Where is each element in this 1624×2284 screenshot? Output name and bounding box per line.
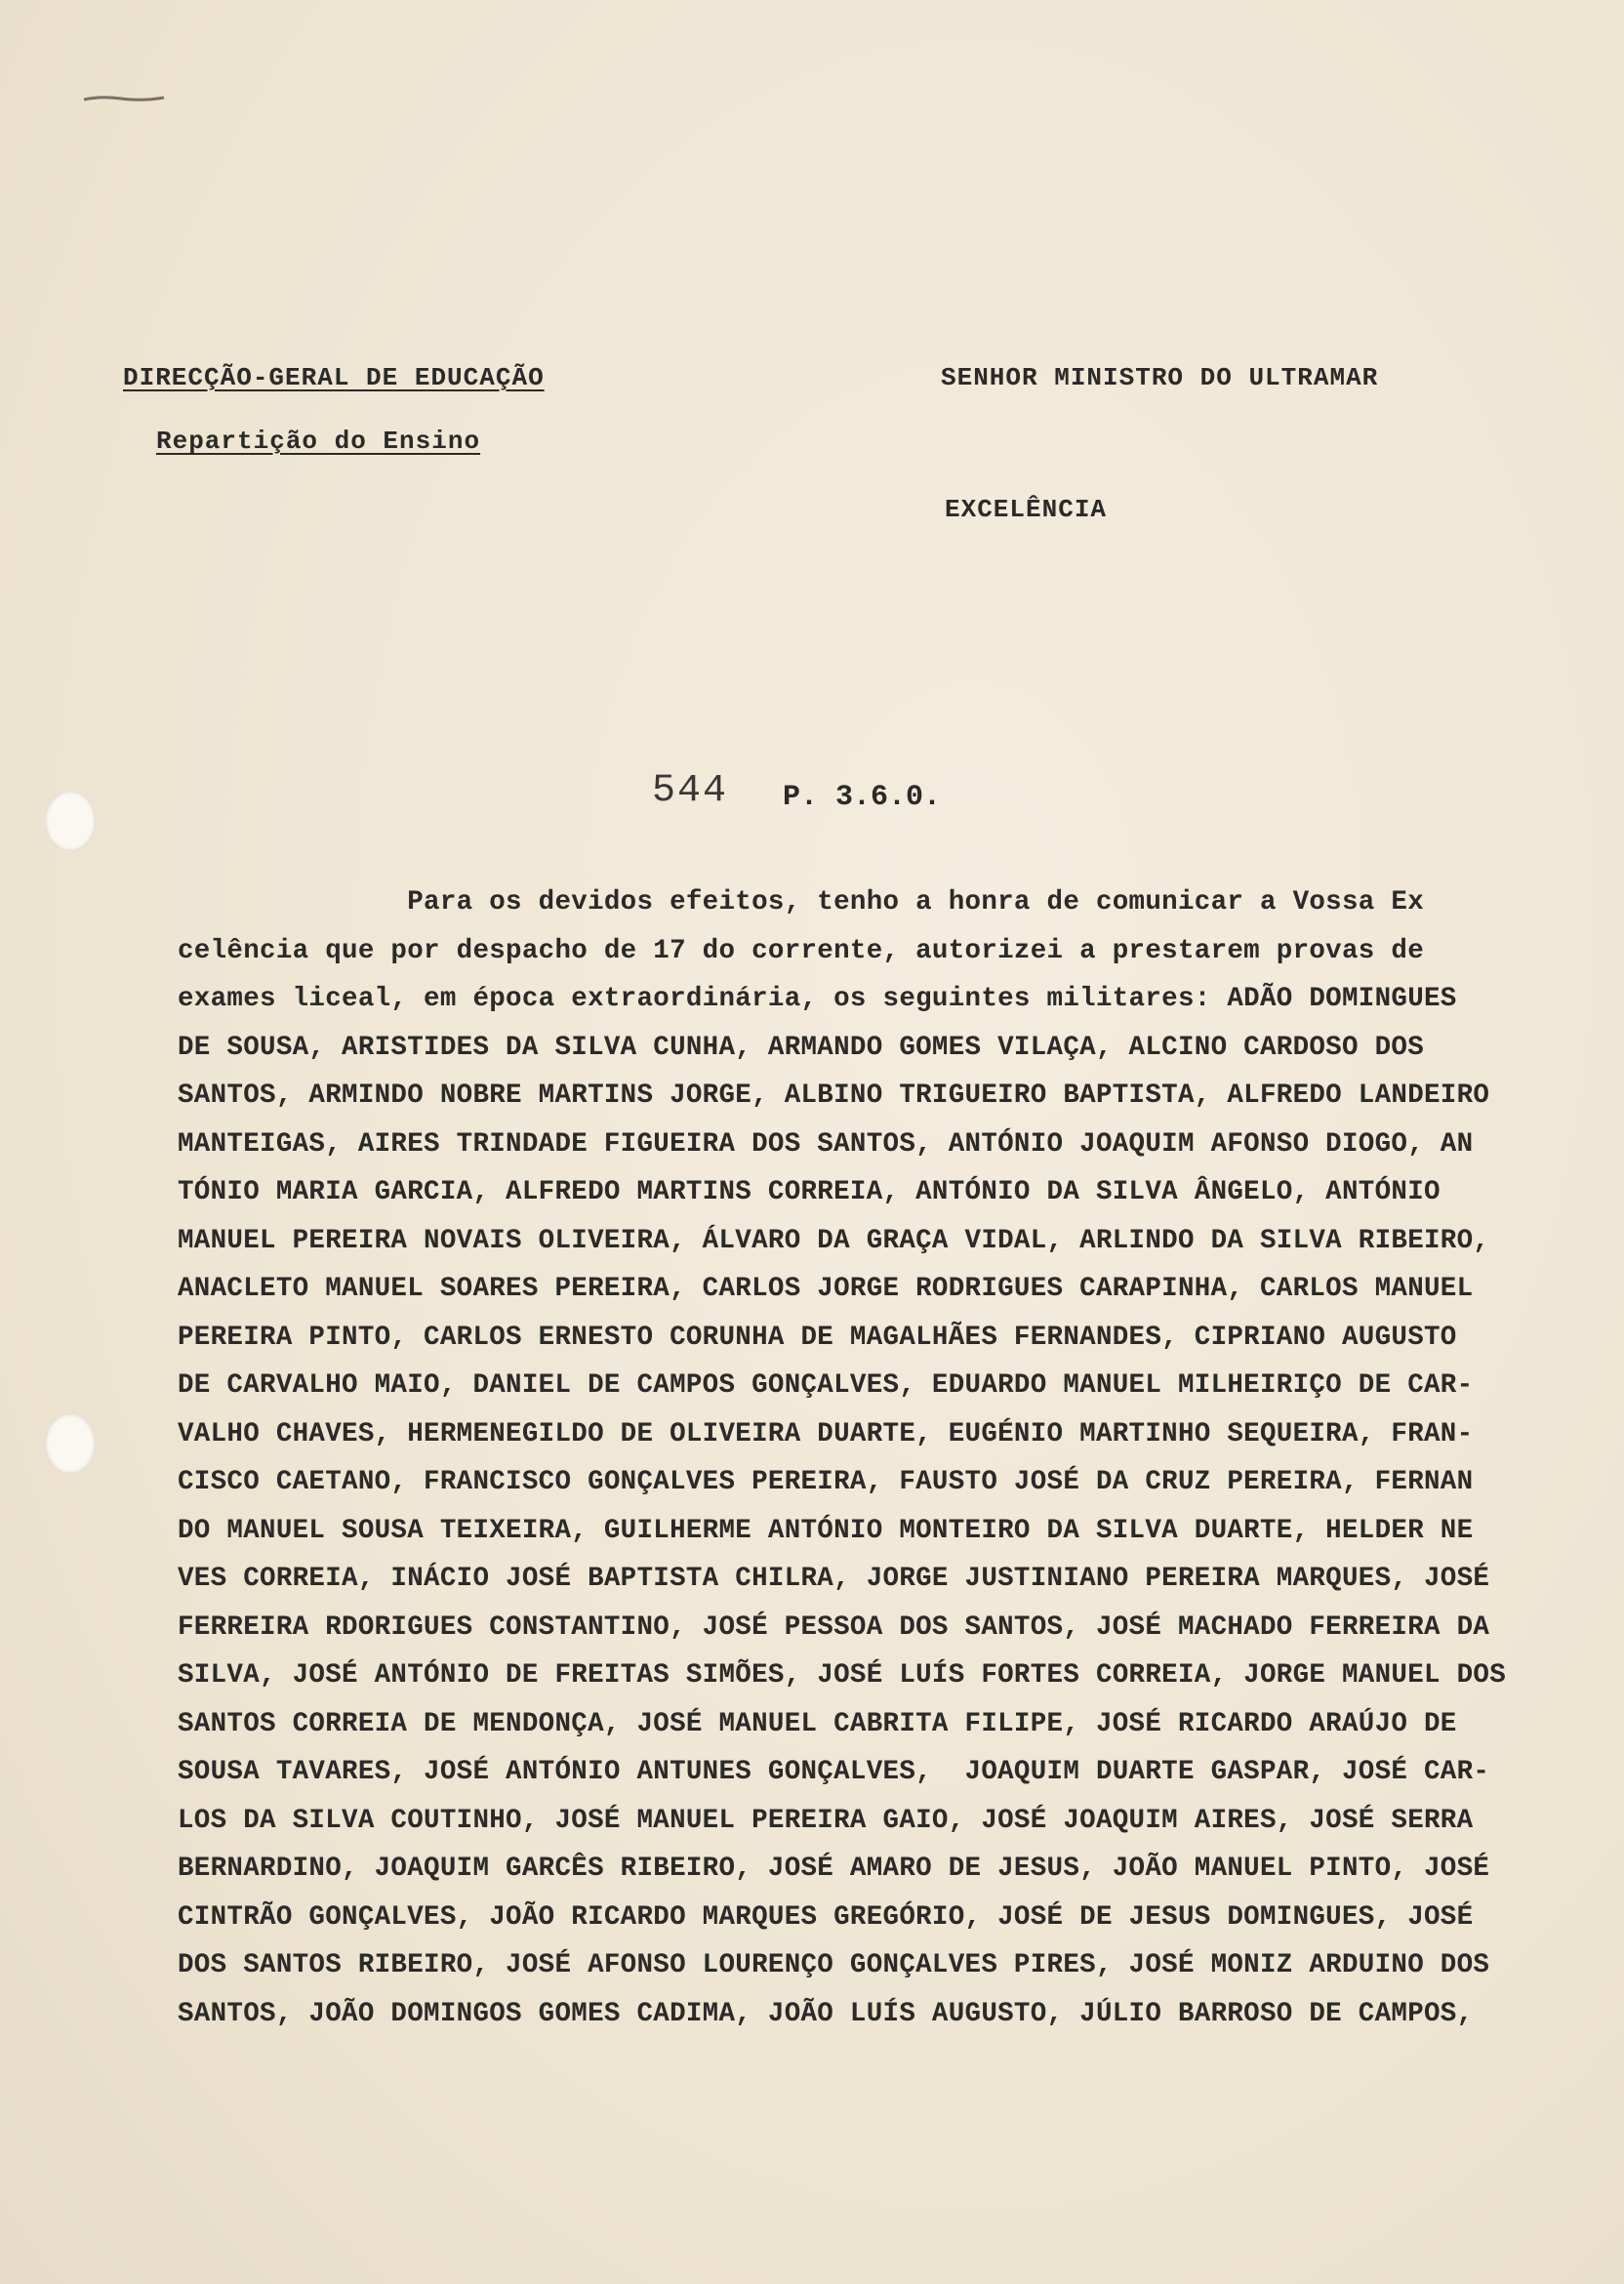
body-line: TÓNIO MARIA GARCIA, ALFREDO MARTINS CORREIA, ANTÓNIO DA SILVA ÂNGELO, ANTÓNIO	[178, 1177, 1441, 1207]
body-line: MANTEIGAS, AIRES TRINDADE FIGUEIRA DOS SANTOS, ANTÓNIO JOAQUIM AFONSO DIOGO, AN	[178, 1128, 1474, 1160]
body-line: VALHO CHAVES, HERMENEGILDO DE OLIVEIRA DUARTE, EUGÉNIO MARTINHO SEQUEIRA, FRAN-	[178, 1418, 1474, 1449]
body-line: DE SOUSA, ARISTIDES DA SILVA CUNHA, ARMANDO GOMES VILAÇA, ALCINO CARDOSO DOS	[178, 1032, 1425, 1063]
body-line: ANACLETO MANUEL SOARES PEREIRA, CARLOS JORGE RODRIGUES CARAPINHA, CARLOS MANUEL	[178, 1274, 1474, 1304]
reference-code: P. 3.6.0.	[783, 781, 942, 814]
body-line: VES CORREIA, INÁCIO JOSÉ BAPTISTA CHILRA, JORGE JUSTINIANO PEREIRA MARQUES, JOSÉ	[178, 1564, 1490, 1594]
body-line: LOS DA SILVA COUTINHO, JOSÉ MANUEL PEREIRA GAIO, JOSÉ JOAQUIM AIRES, JOSÉ SERRA	[178, 1805, 1474, 1836]
department-heading: DIRECÇÃO-GERAL DE EDUCAÇÃO	[123, 363, 545, 392]
body-line: DE CARVALHO MAIO, DANIEL DE CAMPOS GONÇALVES, EDUARDO MANUEL MILHEIRIÇO DE CAR-	[178, 1370, 1474, 1401]
body-line: MANUEL PEREIRA NOVAIS OLIVEIRA, ÁLVARO DA GRAÇA VIDAL, ARLINDO DA SILVA RIBEIRO,	[178, 1225, 1490, 1256]
salutation: EXCELÊNCIA	[945, 495, 1108, 524]
body-line: FERREIRA RDORIGUES CONSTANTINO, JOSÉ PESSOA DOS SANTOS, JOSÉ MACHADO FERREIRA DA	[178, 1611, 1490, 1643]
addressee: SENHOR MINISTRO DO ULTRAMAR	[941, 363, 1379, 392]
body-line: BERNARDINO, JOAQUIM GARCÊS RIBEIRO, JOSÉ AMARO DE JESUS, JOÃO MANUEL PINTO, JOSÉ	[178, 1854, 1490, 1884]
punch-hole	[45, 791, 96, 851]
body-line: DO MANUEL SOUSA TEIXEIRA, GUILHERME ANTÓNIO MONTEIRO DA SILVA DUARTE, HELDER NE	[178, 1515, 1474, 1546]
body-line: SANTOS, JOÃO DOMINGOS GOMES CADIMA, JOÃO LUÍS AUGUSTO, JÚLIO BARROSO DE CAMPOS,	[178, 1998, 1474, 2029]
reference-number: 544	[652, 769, 729, 813]
punch-hole	[45, 1413, 96, 1474]
body-line: SOUSA TAVARES, JOSÉ ANTÓNIO ANTUNES GONÇALVES, JOAQUIM DUARTE GASPAR, JOSÉ CAR-	[178, 1757, 1490, 1787]
body-line: SANTOS, ARMINDO NOBRE MARTINS JORGE, ALBINO TRIGUEIRO BAPTISTA, ALFREDO LANDEIRO	[178, 1081, 1490, 1111]
body-line: SANTOS CORREIA DE MENDONÇA, JOSÉ MANUEL CABRITA FILIPE, JOSÉ RICARDO ARAÚJO DE	[178, 1708, 1457, 1739]
body-line: DOS SANTOS RIBEIRO, JOSÉ AFONSO LOURENÇO GONÇALVES PIRES, JOSÉ MONIZ ARDUINO DOS	[178, 1950, 1490, 1980]
letter-body	[178, 878, 1593, 2038]
body-line: PEREIRA PINTO, CARLOS ERNESTO CORUNHA DE MAGALHÃES FERNANDES, CIPRIANO AUGUSTO	[178, 1322, 1457, 1353]
body-line: CINTRÃO GONÇALVES, JOÃO RICARDO MARQUES GREGÓRIO, JOSÉ DE JESUS DOMINGUES, JOSÉ	[178, 1901, 1474, 1933]
body-line: CISCO CAETANO, FRANCISCO GONÇALVES PEREIRA, FAUSTO JOSÉ DA CRUZ PEREIRA, FERNAN	[178, 1467, 1474, 1497]
body-line: exames liceal, em época extraordinária, os seguintes militares: ADÃO DOMINGUES	[178, 984, 1457, 1014]
staple-mark	[82, 94, 166, 103]
body-line: celência que por despacho de 17 do corrente, autorizei a prestarem provas de	[178, 935, 1425, 966]
body-line: Para os devidos efeitos, tenho a honra de comunicar a Vossa Ex	[178, 887, 1425, 918]
section-heading: Repartição do Ensino	[156, 427, 481, 456]
body-line: SILVA, JOSÉ ANTÓNIO DE FREITAS SIMÕES, JOSÉ LUÍS FORTES CORREIA, JORGE MANUEL DOS	[178, 1660, 1507, 1691]
